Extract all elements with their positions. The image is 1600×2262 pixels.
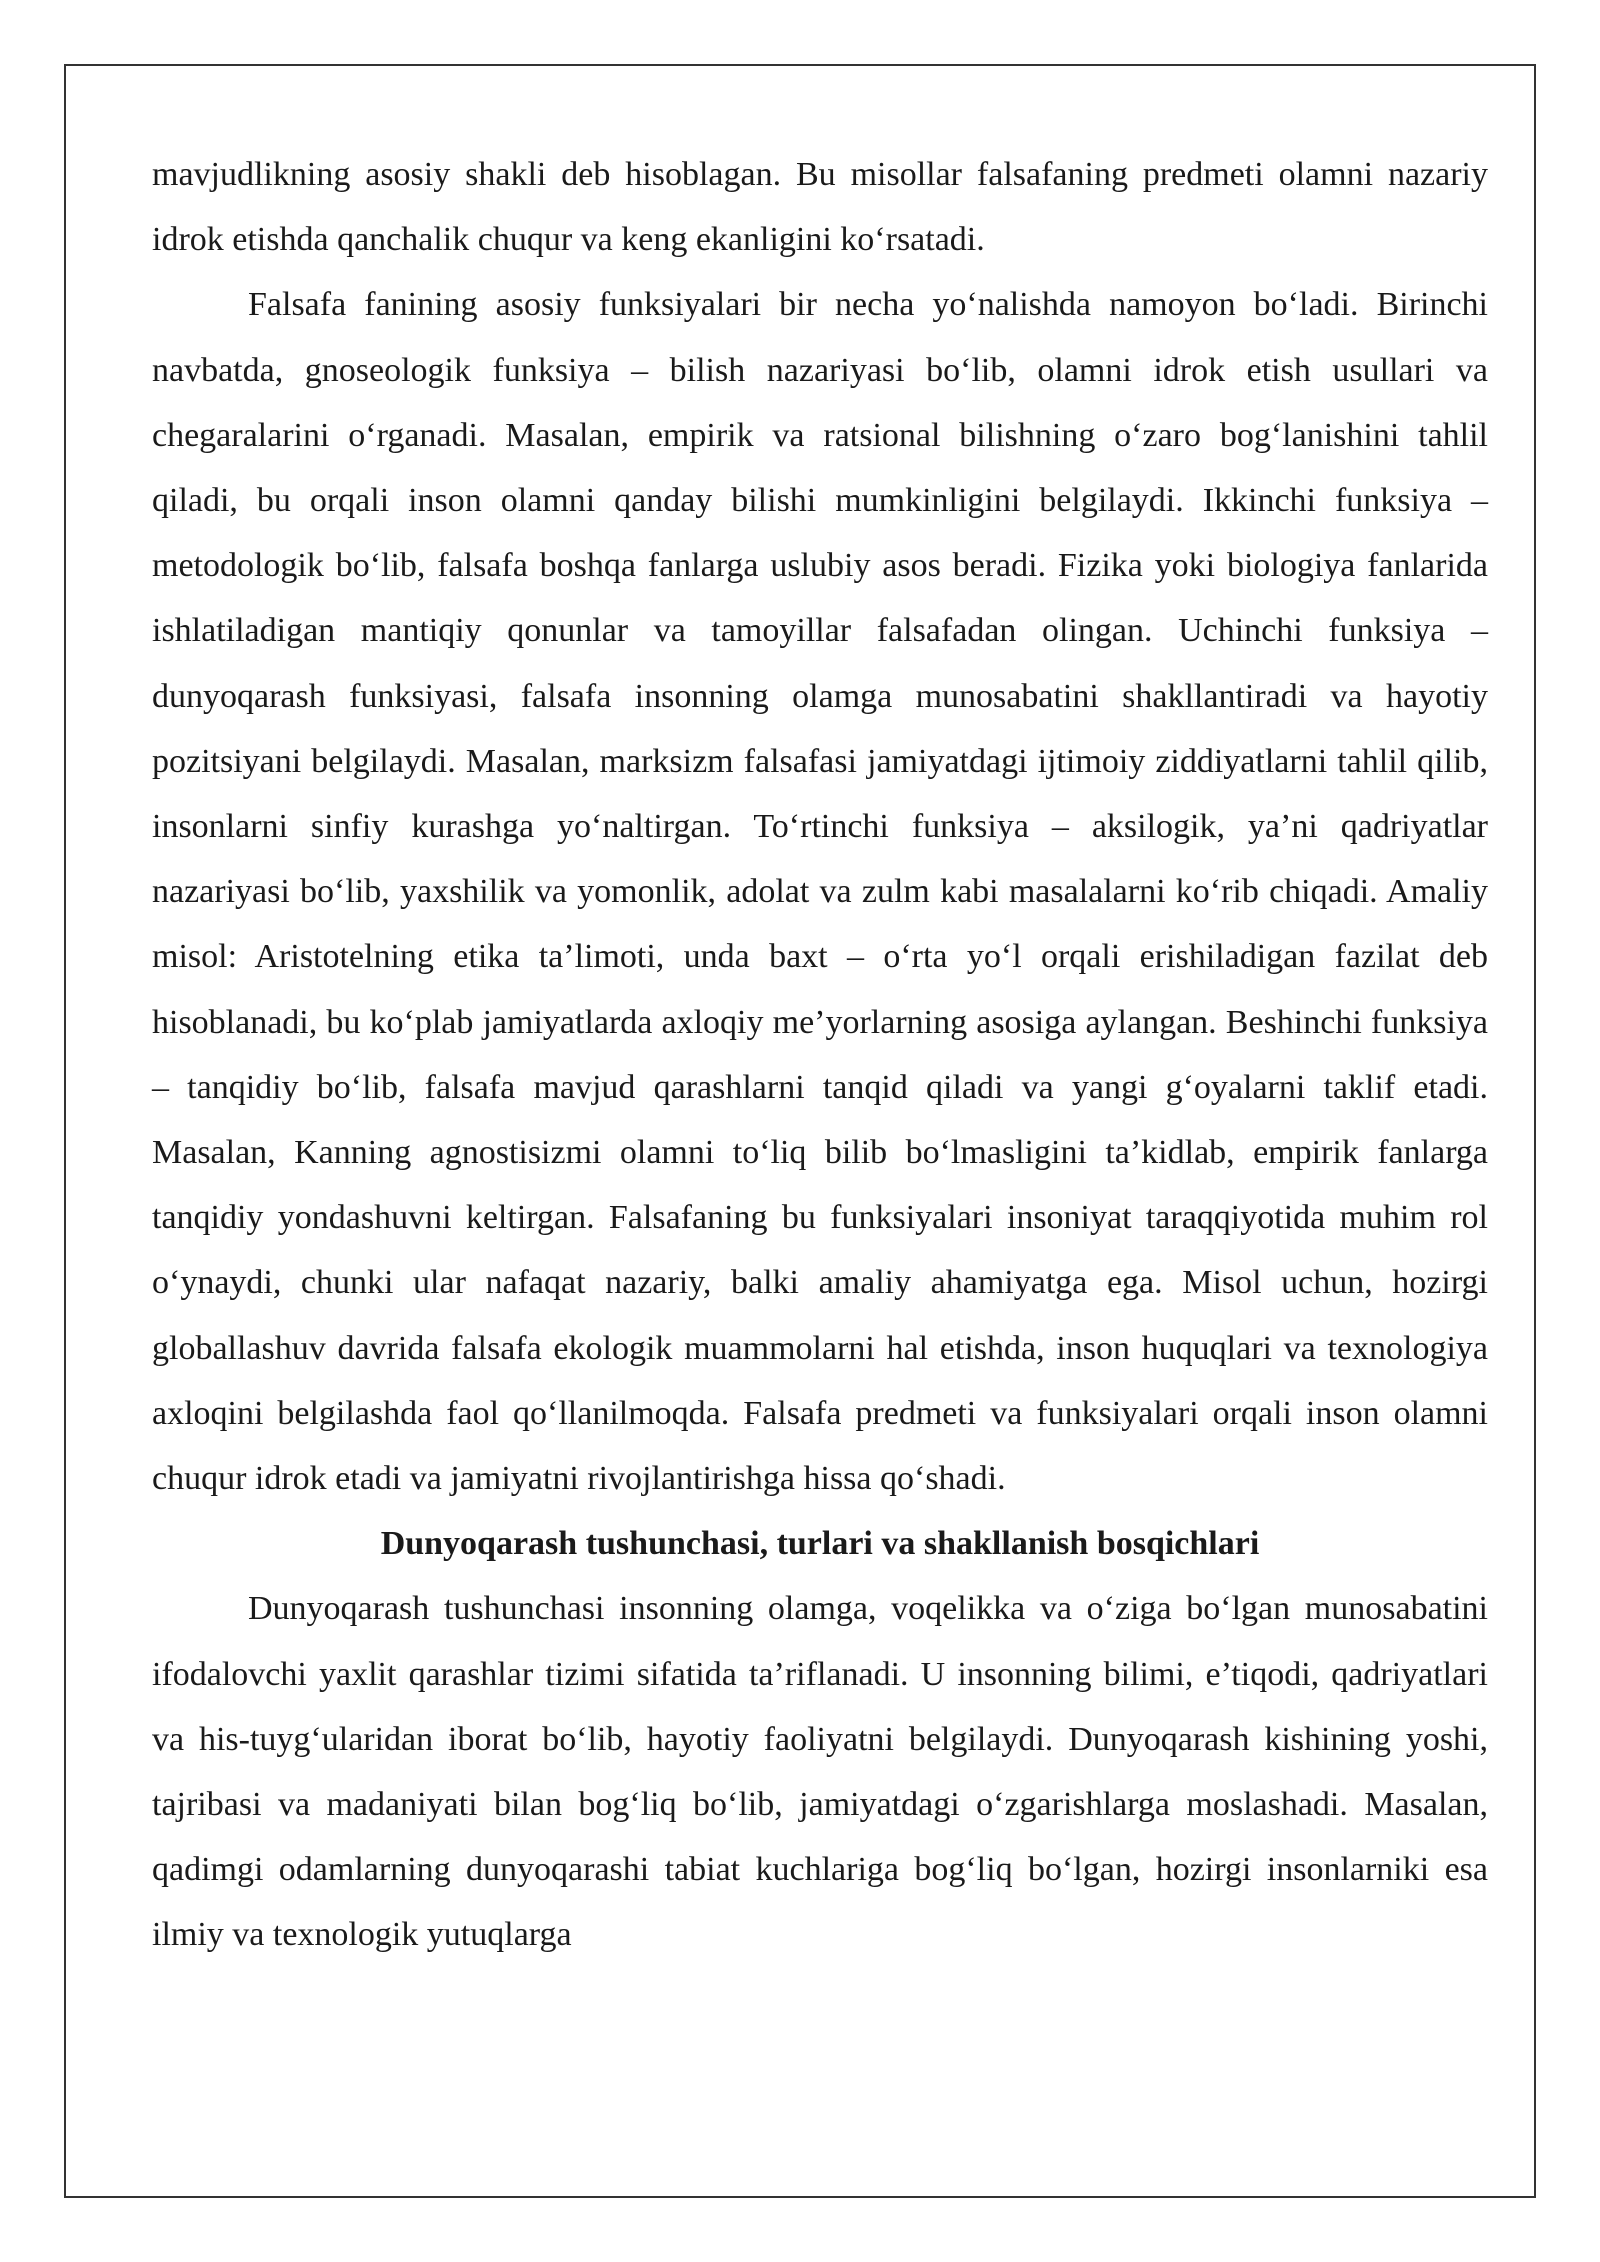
document-body <box>152 142 1488 1968</box>
worldview-paragraph: Dunyoqarash tushunchasi insonning olamga, voqelikka va o‘ziga bo‘lgan munosabatini ifodalovchi yaxlit qarashlar tizimi sifatida ta’riflanadi. U insonning bilimi, e’tiqodi, qadriyatlari va his-tuyg‘ularidan iborat bo‘lib, hayotiy faoliyatni belgilaydi. Dunyoqarash kishining yoshi, tajribasi va madaniyati bilan bog‘liq bo‘lib, jamiyatdagi o‘zgarishlarga moslashadi. Masalan, qadimgi odamlarning dunyoqarashi tabiat kuchlariga bog‘liq bo‘lgan, hozirgi insonlarniki esa ilmiy va texnologik yutuqlarga <box>152 1590 1488 1954</box>
section-heading: Dunyoqarash tushunchasi, turlari va shakllanish bosqichlari <box>380 1525 1260 1563</box>
continuation-paragraph: mavjudlikning asosiy shakli deb hisoblagan. Bu misollar falsafaning predmeti olamni nazariy idrok etishda qanchalik chuqur va keng ekanligini ko‘rsatadi. <box>152 156 1488 259</box>
functions-paragraph: Falsafa fanining asosiy funksiyalari bir necha yo‘nalishda namoyon bo‘ladi. Birinchi navbatda, gnoseologik funksiya – bilish nazariyasi bo‘lib, olamni idrok etish usullari va chegaralarini o‘rganadi. Masalan, empirik va ratsional bilishning o‘zaro bog‘lanishini tahlil qiladi, bu orqali inson olamni qanday bilishi mumkinligini belgilaydi. Ikkinchi funksiya – metodologik bo‘lib, falsafa boshqa fanlarga uslubiy asos beradi. Fizika yoki biologiya fanlarida ishlatiladigan mantiqiy qonunlar va tamoyillar falsafadan olingan. Uchinchi funksiya – dunyoqarash funksiyasi, falsafa insonning olamga munosabatini shakllantiradi va hayotiy pozitsiyani belgilaydi. Masalan, marksizm falsafasi jamiyatdagi ijtimoiy ziddiyatlarni tahlil qilib, insonlarni sinfiy kurashga yo‘naltirgan. To‘rtinchi funksiya – aksilogik, ya’ni qadriyatlar nazariyasi bo‘lib, yaxshilik va yomonlik, adolat va zulm kabi masalalarni ko‘rib chiqadi. Amaliy misol: Aristotelning etika ta’limoti, unda baxt – o‘rta yo‘l orqali erishiladigan fazilat deb hisoblanadi, bu ko‘plab jamiyatlarda axloqiy me’yorlarning asosiga aylangan. Beshinchi funksiya – tanqidiy bo‘lib, falsafa mavjud qarashlarni tanqid qiladi va yangi g‘oyalarni taklif etadi. Masalan, Kanning agnostisizmi olamni to‘liq bilib bo‘lmasligini ta’kidlab, empirik fanlarga tanqidiy yondashuvni keltirgan. Falsafaning bu funksiyalari insoniyat taraqqiyotida muhim rol o‘ynaydi, chunki ular nafaqat nazariy, balki amaliy ahamiyatga ega. Misol uchun, hozirgi globallashuv davrida falsafa ekologik muammolarni hal etishda, inson huquqlari va texnologiya axloqini belgilashda faol qo‘llanilmoqda. Falsafa predmeti va funksiyalari orqali inson olamni chuqur idrok etadi va jamiyatni rivojlantirishga hissa qo‘shadi. <box>152 286 1488 1498</box>
